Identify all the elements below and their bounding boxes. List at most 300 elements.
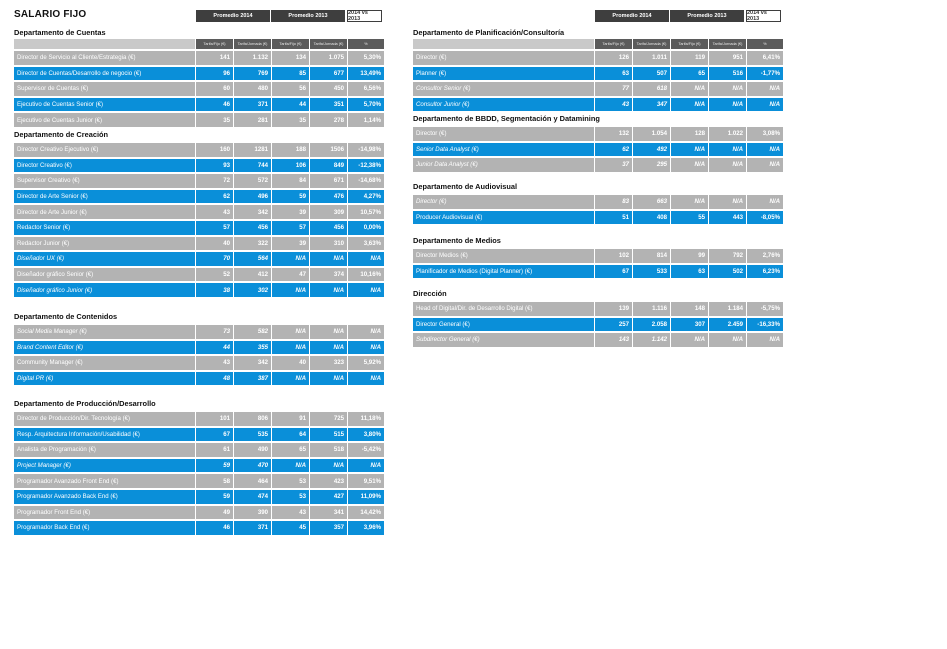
value-fixed-2014: 143 <box>595 333 632 347</box>
value-fixed-2013: N/A <box>671 143 708 157</box>
value-diff-pct: 6,41% <box>747 51 783 65</box>
row-label: Director Creativo (€) <box>14 159 195 173</box>
value-day-2014: 474 <box>234 490 271 504</box>
header-2014: Promedio 2014 <box>595 10 670 22</box>
value-day-2014: 456 <box>234 221 271 235</box>
table-row <box>14 443 389 457</box>
value-day-2014: 769 <box>234 67 271 81</box>
value-fixed-2014: 257 <box>595 318 632 332</box>
value-day-2014: 295 <box>633 158 670 172</box>
section-1 <box>14 128 389 299</box>
table-row <box>14 205 389 219</box>
value-fixed-2014: 49 <box>196 506 233 520</box>
value-day-2014: 355 <box>234 341 271 355</box>
value-diff-pct: 13,49% <box>348 67 384 81</box>
sub-header-fixed: Tarifa/Fijo (€) <box>671 39 708 49</box>
table-row <box>14 174 389 188</box>
value-day-2014: 1.011 <box>633 51 670 65</box>
value-day-2013: 677 <box>310 67 347 81</box>
header-diff: 2014 vs 2013 <box>347 10 382 22</box>
sub-header-pct: % <box>747 39 783 49</box>
value-fixed-2013: 56 <box>272 82 309 96</box>
value-day-2013: 951 <box>709 51 746 65</box>
value-fixed-2014: 43 <box>196 205 233 219</box>
table-row <box>14 372 389 386</box>
row-label: Ejecutivo de Cuentas Junior (€) <box>14 113 195 127</box>
value-day-2013: 476 <box>310 190 347 204</box>
value-fixed-2013: 134 <box>272 51 309 65</box>
value-diff-pct: 9,51% <box>348 474 384 488</box>
value-diff-pct: N/A <box>348 372 384 386</box>
value-day-2013: 671 <box>310 174 347 188</box>
value-fixed-2013: N/A <box>272 283 309 297</box>
value-day-2014: 480 <box>234 82 271 96</box>
value-day-2013: 516 <box>709 67 746 81</box>
value-day-2014: 572 <box>234 174 271 188</box>
value-day-2013: 450 <box>310 82 347 96</box>
value-fixed-2014: 77 <box>595 82 632 96</box>
value-fixed-2014: 59 <box>196 490 233 504</box>
value-fixed-2013: 43 <box>272 506 309 520</box>
value-fixed-2013: N/A <box>671 98 708 112</box>
value-fixed-2014: 58 <box>196 474 233 488</box>
section-title: Departamento de Planificación/Consultoría <box>413 28 565 37</box>
table-row <box>413 127 788 141</box>
value-day-2014: 371 <box>234 98 271 112</box>
sub-header-blank <box>413 39 594 49</box>
row-label: Supervisor de Cuentas (€) <box>14 82 195 96</box>
section-2 <box>413 180 788 226</box>
value-diff-pct: 2,76% <box>747 249 783 263</box>
value-diff-pct: 5,92% <box>348 356 384 370</box>
value-fixed-2014: 96 <box>196 67 233 81</box>
value-fixed-2014: 62 <box>196 190 233 204</box>
value-day-2014: 408 <box>633 211 670 225</box>
sub-header <box>413 39 788 49</box>
value-fixed-2013: 35 <box>272 113 309 127</box>
section-3 <box>14 397 389 537</box>
section-0 <box>14 26 389 129</box>
section-title: Departamento de Creación <box>14 130 109 139</box>
section-title: Departamento de Cuentas <box>14 28 106 37</box>
value-day-2014: 490 <box>234 443 271 457</box>
row-label: Director (€) <box>413 51 594 65</box>
value-diff-pct: -5,42% <box>348 443 384 457</box>
row-label: Planificador de Medios (Digital Planner) (€) <box>413 265 594 279</box>
value-fixed-2014: 48 <box>196 372 233 386</box>
value-diff-pct: 5,30% <box>348 51 384 65</box>
value-fixed-2014: 62 <box>595 143 632 157</box>
value-diff-pct: 14,42% <box>348 506 384 520</box>
value-day-2014: 347 <box>633 98 670 112</box>
value-diff-pct: -12,38% <box>348 159 384 173</box>
value-day-2014: 492 <box>633 143 670 157</box>
sub-header-day: Tarifa/Jornada (€) <box>234 39 271 49</box>
section-4 <box>413 287 788 349</box>
value-fixed-2013: 45 <box>272 521 309 535</box>
row-label: Diseñador UX (€) <box>14 252 195 266</box>
table-row <box>14 113 389 127</box>
value-diff-pct: 0,00% <box>348 221 384 235</box>
value-day-2014: 564 <box>234 252 271 266</box>
value-day-2013: 341 <box>310 506 347 520</box>
value-fixed-2013: 84 <box>272 174 309 188</box>
value-diff-pct: 11,18% <box>348 412 384 426</box>
row-label: Programador Back End (€) <box>14 521 195 535</box>
table-row <box>14 506 389 520</box>
value-diff-pct: N/A <box>747 82 783 96</box>
table-row <box>14 221 389 235</box>
table-row <box>14 474 389 488</box>
sub-header-pct: % <box>348 39 384 49</box>
value-day-2013: 792 <box>709 249 746 263</box>
value-fixed-2014: 44 <box>196 341 233 355</box>
value-fixed-2013: 63 <box>671 265 708 279</box>
table-row <box>14 490 389 504</box>
value-day-2013: N/A <box>709 82 746 96</box>
value-fixed-2013: 39 <box>272 205 309 219</box>
table-row <box>14 98 389 112</box>
value-fixed-2013: N/A <box>671 333 708 347</box>
table-row <box>413 302 788 316</box>
value-fixed-2013: N/A <box>272 372 309 386</box>
value-diff-pct: -14,98% <box>348 143 384 157</box>
value-day-2014: 371 <box>234 521 271 535</box>
column-header-row <box>595 10 781 22</box>
row-label: Redactor Senior (€) <box>14 221 195 235</box>
table-row <box>14 190 389 204</box>
value-fixed-2013: N/A <box>272 325 309 339</box>
value-fixed-2013: 65 <box>272 443 309 457</box>
row-label: Brand Content Editor (€) <box>14 341 195 355</box>
value-day-2013: 2.459 <box>709 318 746 332</box>
value-fixed-2013: 85 <box>272 67 309 81</box>
value-fixed-2013: 55 <box>671 211 708 225</box>
value-fixed-2014: 141 <box>196 51 233 65</box>
row-label: Director de Servicio al Cliente/Estrategia (€) <box>14 51 195 65</box>
row-label: Analista de Programación (€) <box>14 443 195 457</box>
value-day-2013: 309 <box>310 205 347 219</box>
value-day-2014: 464 <box>234 474 271 488</box>
value-day-2014: 744 <box>234 159 271 173</box>
value-day-2013: N/A <box>310 341 347 355</box>
value-diff-pct: N/A <box>747 158 783 172</box>
value-fixed-2014: 67 <box>595 265 632 279</box>
value-day-2013: N/A <box>709 158 746 172</box>
value-fixed-2014: 60 <box>196 82 233 96</box>
value-fixed-2013: 53 <box>272 474 309 488</box>
section-title: Departamento de Producción/Desarrollo <box>14 399 156 408</box>
value-fixed-2013: 59 <box>272 190 309 204</box>
value-diff-pct: 3,80% <box>348 428 384 442</box>
table-row <box>413 333 788 347</box>
sub-header-fixed: Tarifa/Fijo (€) <box>272 39 309 49</box>
column-header-row <box>196 10 382 22</box>
value-day-2014: 1.142 <box>633 333 670 347</box>
section-title: Departamento de Contenidos <box>14 312 118 321</box>
section-0 <box>413 26 788 113</box>
value-day-2014: 618 <box>633 82 670 96</box>
table-row <box>14 521 389 535</box>
value-diff-pct: N/A <box>747 195 783 209</box>
value-day-2014: 322 <box>234 237 271 251</box>
value-diff-pct: -1,77% <box>747 67 783 81</box>
row-label: Producer Audiovisual (€) <box>413 211 594 225</box>
table-row <box>14 268 389 282</box>
value-fixed-2013: N/A <box>272 252 309 266</box>
value-day-2013: 351 <box>310 98 347 112</box>
value-fixed-2013: 64 <box>272 428 309 442</box>
value-diff-pct: N/A <box>348 341 384 355</box>
value-fixed-2013: N/A <box>272 459 309 473</box>
value-day-2013: 725 <box>310 412 347 426</box>
value-diff-pct: 3,96% <box>348 521 384 535</box>
value-day-2013: 357 <box>310 521 347 535</box>
section-title: Departamento de Medios <box>413 236 501 245</box>
sub-header <box>14 39 389 49</box>
section-title: Departamento de Audiovisual <box>413 182 518 191</box>
value-fixed-2013: 39 <box>272 237 309 251</box>
row-label: Supervisor Creativo (€) <box>14 174 195 188</box>
value-diff-pct: N/A <box>747 143 783 157</box>
table-row <box>413 143 788 157</box>
row-label: Diseñador gráfico Junior (€) <box>14 283 195 297</box>
value-diff-pct: N/A <box>348 283 384 297</box>
value-fixed-2014: 37 <box>595 158 632 172</box>
row-label: Director de Arte Senior (€) <box>14 190 195 204</box>
value-fixed-2013: N/A <box>671 82 708 96</box>
table-row <box>14 51 389 65</box>
table-row <box>413 158 788 172</box>
value-diff-pct: -5,75% <box>747 302 783 316</box>
value-fixed-2014: 93 <box>196 159 233 173</box>
row-label: Director de Arte Junior (€) <box>14 205 195 219</box>
value-fixed-2013: N/A <box>272 341 309 355</box>
value-diff-pct: -8,05% <box>747 211 783 225</box>
row-label: Head of Digital/Dir. de Desarrollo Digital (€) <box>413 302 594 316</box>
row-label: Digital PR (€) <box>14 372 195 386</box>
value-fixed-2013: 188 <box>272 143 309 157</box>
value-day-2013: 518 <box>310 443 347 457</box>
value-diff-pct: 11,09% <box>348 490 384 504</box>
value-day-2014: 412 <box>234 268 271 282</box>
table-row <box>14 428 389 442</box>
value-fixed-2014: 35 <box>196 113 233 127</box>
value-diff-pct: N/A <box>747 333 783 347</box>
value-day-2014: 281 <box>234 113 271 127</box>
table-row <box>14 341 389 355</box>
value-fixed-2014: 59 <box>196 459 233 473</box>
value-day-2013: 456 <box>310 221 347 235</box>
value-fixed-2013: 128 <box>671 127 708 141</box>
header-diff: 2014 vs 2013 <box>746 10 781 22</box>
value-diff-pct: 4,27% <box>348 190 384 204</box>
value-fixed-2014: 132 <box>595 127 632 141</box>
row-label: Director General (€) <box>413 318 594 332</box>
value-fixed-2013: 65 <box>671 67 708 81</box>
table-row <box>14 143 389 157</box>
value-fixed-2014: 67 <box>196 428 233 442</box>
value-day-2013: N/A <box>310 252 347 266</box>
value-diff-pct: N/A <box>348 459 384 473</box>
table-row <box>413 249 788 263</box>
sub-header-day: Tarifa/Jornada (€) <box>633 39 670 49</box>
table-row <box>14 459 389 473</box>
value-day-2013: 310 <box>310 237 347 251</box>
value-day-2013: 849 <box>310 159 347 173</box>
value-diff-pct: N/A <box>348 252 384 266</box>
table-row <box>413 51 788 65</box>
value-fixed-2014: 46 <box>196 521 233 535</box>
value-day-2014: 470 <box>234 459 271 473</box>
section-1 <box>413 112 788 174</box>
value-day-2013: N/A <box>310 325 347 339</box>
value-day-2014: 2.058 <box>633 318 670 332</box>
value-fixed-2014: 101 <box>196 412 233 426</box>
row-label: Social Media Manager (€) <box>14 325 195 339</box>
value-fixed-2014: 160 <box>196 143 233 157</box>
row-label: Senior Data Analyst (€) <box>413 143 594 157</box>
value-day-2013: N/A <box>310 372 347 386</box>
row-label: Consultor Senior (€) <box>413 82 594 96</box>
row-label: Director (€) <box>413 127 594 141</box>
value-fixed-2014: 139 <box>595 302 632 316</box>
table-row <box>14 159 389 173</box>
sub-header-day: Tarifa/Jornada (€) <box>709 39 746 49</box>
value-fixed-2014: 40 <box>196 237 233 251</box>
section-3 <box>413 234 788 280</box>
value-day-2014: 496 <box>234 190 271 204</box>
value-day-2014: 535 <box>234 428 271 442</box>
value-day-2013: 1.184 <box>709 302 746 316</box>
value-diff-pct: 1,14% <box>348 113 384 127</box>
table-row <box>14 325 389 339</box>
value-day-2014: 507 <box>633 67 670 81</box>
value-fixed-2014: 73 <box>196 325 233 339</box>
row-label: Director de Cuentas/Desarrollo de negocio (€) <box>14 67 195 81</box>
value-fixed-2013: 99 <box>671 249 708 263</box>
value-fixed-2013: 119 <box>671 51 708 65</box>
value-day-2014: 663 <box>633 195 670 209</box>
value-fixed-2013: 307 <box>671 318 708 332</box>
value-day-2013: N/A <box>709 98 746 112</box>
value-diff-pct: 6,23% <box>747 265 783 279</box>
table-row <box>413 211 788 225</box>
value-fixed-2013: 44 <box>272 98 309 112</box>
table-row <box>14 412 389 426</box>
value-fixed-2013: 106 <box>272 159 309 173</box>
section-title: Dirección <box>413 289 447 298</box>
value-fixed-2014: 38 <box>196 283 233 297</box>
value-day-2013: 323 <box>310 356 347 370</box>
value-fixed-2014: 72 <box>196 174 233 188</box>
value-fixed-2013: 47 <box>272 268 309 282</box>
row-label: Director de Producción/Dir. Tecnología (€) <box>14 412 195 426</box>
value-day-2014: 342 <box>234 205 271 219</box>
value-diff-pct: 6,56% <box>348 82 384 96</box>
value-day-2014: 1281 <box>234 143 271 157</box>
value-fixed-2014: 52 <box>196 268 233 282</box>
row-label: Project Manager (€) <box>14 459 195 473</box>
header-2014: Promedio 2014 <box>196 10 271 22</box>
row-label: Junior Data Analyst (€) <box>413 158 594 172</box>
value-diff-pct: N/A <box>747 98 783 112</box>
value-fixed-2014: 102 <box>595 249 632 263</box>
value-day-2014: 387 <box>234 372 271 386</box>
value-day-2014: 1.132 <box>234 51 271 65</box>
value-fixed-2014: 51 <box>595 211 632 225</box>
value-day-2013: 427 <box>310 490 347 504</box>
value-diff-pct: 10,16% <box>348 268 384 282</box>
table-row <box>413 265 788 279</box>
row-label: Director (€) <box>413 195 594 209</box>
value-day-2013: 1506 <box>310 143 347 157</box>
table-row <box>413 195 788 209</box>
row-label: Director Medios (€) <box>413 249 594 263</box>
page-title: SALARIO FIJO <box>14 9 87 20</box>
value-day-2013: 278 <box>310 113 347 127</box>
sub-header-blank <box>14 39 195 49</box>
value-fixed-2014: 43 <box>595 98 632 112</box>
row-label: Ejecutivo de Cuentas Senior (€) <box>14 98 195 112</box>
value-day-2013: 1.022 <box>709 127 746 141</box>
section-title: Departamento de BBDD, Segmentación y Datamining <box>413 114 600 123</box>
value-day-2014: 533 <box>633 265 670 279</box>
value-fixed-2013: N/A <box>671 195 708 209</box>
table-row <box>413 82 788 96</box>
value-day-2013: N/A <box>709 195 746 209</box>
value-day-2013: N/A <box>310 459 347 473</box>
table-row <box>14 252 389 266</box>
value-day-2014: 390 <box>234 506 271 520</box>
row-label: Subdirector General (€) <box>413 333 594 347</box>
value-diff-pct: 3,63% <box>348 237 384 251</box>
value-fixed-2014: 43 <box>196 356 233 370</box>
value-day-2013: 443 <box>709 211 746 225</box>
value-diff-pct: 3,08% <box>747 127 783 141</box>
value-fixed-2014: 83 <box>595 195 632 209</box>
value-day-2014: 1.116 <box>633 302 670 316</box>
value-diff-pct: N/A <box>348 325 384 339</box>
value-day-2013: 1.075 <box>310 51 347 65</box>
value-fixed-2014: 63 <box>595 67 632 81</box>
row-label: Director Creativo Ejecutivo (€) <box>14 143 195 157</box>
value-day-2014: 814 <box>633 249 670 263</box>
row-label: Planner (€) <box>413 67 594 81</box>
value-day-2013: N/A <box>709 333 746 347</box>
table-row <box>413 67 788 81</box>
table-row <box>14 82 389 96</box>
value-diff-pct: 10,57% <box>348 205 384 219</box>
sub-header-day: Tarifa/Jornada (€) <box>310 39 347 49</box>
value-day-2013: 515 <box>310 428 347 442</box>
value-fixed-2013: 40 <box>272 356 309 370</box>
table-row <box>413 98 788 112</box>
value-fixed-2013: 91 <box>272 412 309 426</box>
value-fixed-2013: 148 <box>671 302 708 316</box>
row-label: Consultor Junior (€) <box>413 98 594 112</box>
section-2 <box>14 310 389 387</box>
value-fixed-2013: 53 <box>272 490 309 504</box>
row-label: Redactor Junior (€) <box>14 237 195 251</box>
value-fixed-2014: 46 <box>196 98 233 112</box>
row-label: Diseñador gráfico Senior (€) <box>14 268 195 282</box>
value-day-2014: 1.054 <box>633 127 670 141</box>
row-label: Programador Front End (€) <box>14 506 195 520</box>
value-fixed-2014: 70 <box>196 252 233 266</box>
value-day-2013: 374 <box>310 268 347 282</box>
row-label: Programador Avanzado Back End (€) <box>14 490 195 504</box>
